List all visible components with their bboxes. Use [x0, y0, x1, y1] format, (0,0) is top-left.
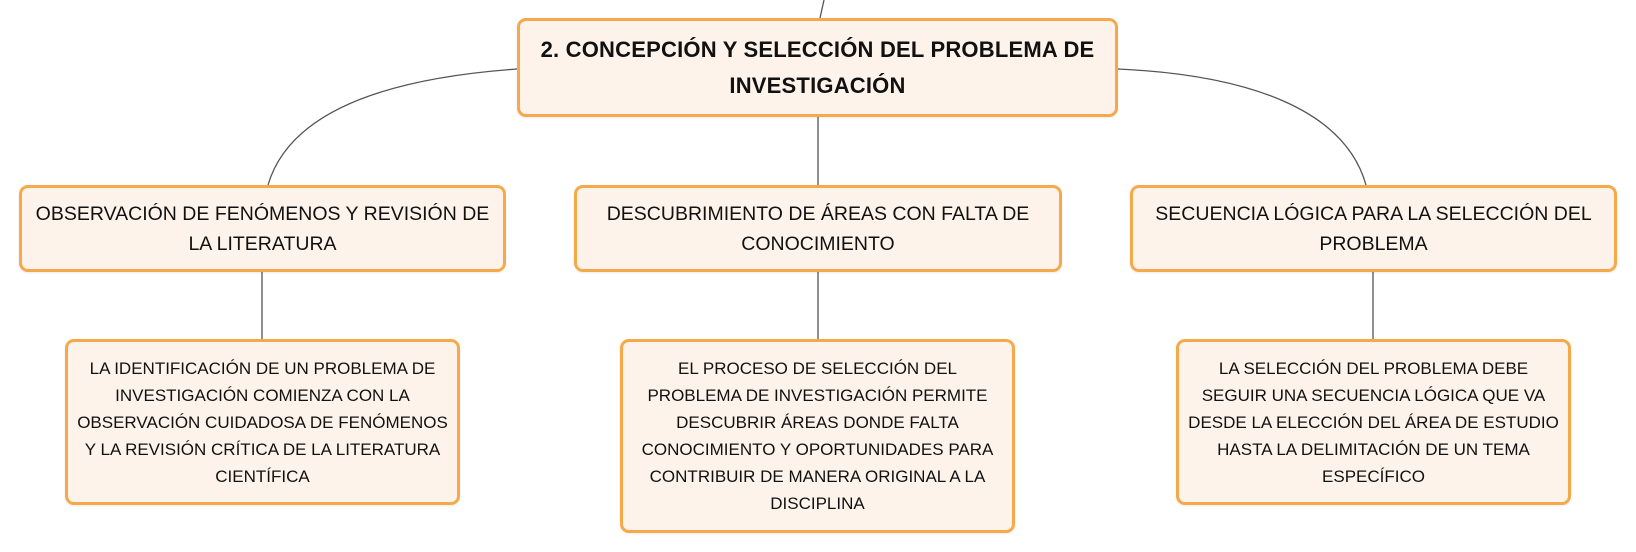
connector-root-to-secuencia [1118, 69, 1366, 185]
branch-descubrimiento-node[interactable] [574, 185, 1062, 272]
detail-secuencia-node[interactable] [1176, 339, 1571, 505]
branch-descubrimiento-label: DESCUBRIMIENTO DE ÁREAS CON FALTA DE CONOCIMIENTO [606, 202, 1030, 255]
root-topic-node[interactable] [517, 18, 1118, 117]
branch-secuencia-label: SECUENCIA LÓGICA PARA LA SELECCIÓN DEL PROBLEMA [1155, 202, 1592, 255]
detail-descubrimiento-text: EL PROCESO DE SELECCIÓN DEL PROBLEMA DE INVESTIGACIÓN PERMITE DESCUBRIR ÁREAS DONDE FALTA CONOCIMIENTO Y OPORTUNIDADES PARA CONTRIBUIR DE MANERA ORIGINAL A LA DISCIPLINA [641, 359, 994, 513]
detail-observacion-node[interactable] [65, 339, 460, 505]
detail-observacion-text: LA IDENTIFICACIÓN DE UN PROBLEMA DE INVESTIGACIÓN COMIENZA CON LA OBSERVACIÓN CUIDADOSA DE FENÓMENOS Y LA REVISIÓN CRÍTICA DE LA LITERATURA CIENTÍFICA [77, 358, 448, 486]
branch-observacion-node[interactable] [19, 185, 506, 272]
detail-descubrimiento-node[interactable] [620, 339, 1015, 533]
incoming-connector [820, 0, 824, 18]
root-topic-label: 2. CONCEPCIÓN Y SELECCIÓN DEL PROBLEMA DE INVESTIGACIÓN [540, 36, 1095, 98]
branch-secuencia-node[interactable] [1130, 185, 1617, 272]
connector-root-to-observacion [268, 69, 517, 185]
detail-secuencia-text: LA SELECCIÓN DEL PROBLEMA DEBE SEGUIR UNA SECUENCIA LÓGICA QUE VA DESDE LA ELECCIÓN DEL ÁREA DE ESTUDIO HASTA LA DELIMITACIÓN DE UN TEMA ESPECÍFICO [1188, 358, 1559, 486]
branch-observacion-label: OBSERVACIÓN DE FENÓMENOS Y REVISIÓN DE LA LITERATURA [35, 202, 490, 255]
